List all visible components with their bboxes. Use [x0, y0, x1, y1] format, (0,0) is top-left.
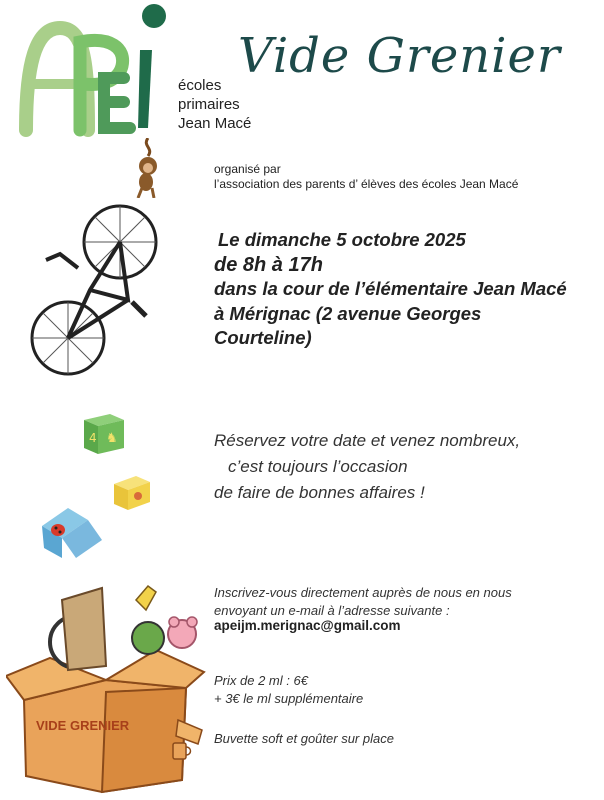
- school-line: primaires: [178, 96, 240, 113]
- pricing: [214, 672, 584, 708]
- school-line: Jean Macé: [178, 115, 252, 132]
- svg-text:4: 4: [89, 431, 97, 445]
- event-hours: de 8h à 17h: [214, 253, 323, 276]
- event-place-line: dans la cour de l’élémentaire Jean Macé: [214, 278, 567, 299]
- event-date: Le dimanche 5 octobre 2025: [218, 229, 466, 250]
- event-place-line: à Mérignac (2 avenue Georges: [214, 302, 482, 324]
- school-name: [178, 76, 251, 133]
- organizer-line: l’association des parents d’ élèves des écoles Jean Macé: [214, 177, 519, 191]
- toy-cube-green: [80, 410, 128, 456]
- attic-box-illustration: [6, 580, 216, 795]
- invitation-line: Réservez votre date et venez nombreux,: [214, 431, 521, 450]
- registration-line: envoyant un e-mail à l’adresse suivante :: [214, 603, 450, 618]
- registration-text: [214, 584, 584, 620]
- mug-illustration: [170, 738, 194, 762]
- refreshments-text: Buvette soft et goûter sur place: [214, 731, 394, 746]
- organizer-line: organisé par: [214, 162, 281, 176]
- page-title: Vide Grenier: [238, 28, 561, 84]
- apei-logo: [18, 2, 178, 142]
- toy-cube-blue: [40, 502, 106, 560]
- school-line: écoles: [178, 77, 222, 94]
- contact-email[interactable]: apeijm.merignac@gmail.com: [214, 618, 401, 633]
- box-label: VIDE GRENIER: [36, 718, 130, 733]
- event-details: [214, 228, 584, 351]
- pricing-line: Prix de 2 ml : 6€: [214, 673, 308, 688]
- bicycle-illustration: [20, 190, 170, 390]
- organizer: [214, 162, 518, 192]
- invitation-line: de faire de bonnes affaires !: [214, 483, 425, 502]
- event-place-line: Courteline): [214, 327, 312, 348]
- pricing-line: + 3€ le ml supplémentaire: [214, 691, 364, 706]
- toy-cube-yellow: [112, 474, 152, 512]
- invitation-line: c’est toujours l’occasion: [228, 457, 408, 476]
- monkey-illustration: [128, 138, 172, 198]
- registration-line: Inscrivez-vous directement auprès de nous en nous: [214, 585, 512, 600]
- invitation-text: [214, 428, 584, 506]
- svg-text:♞: ♞: [106, 431, 118, 446]
